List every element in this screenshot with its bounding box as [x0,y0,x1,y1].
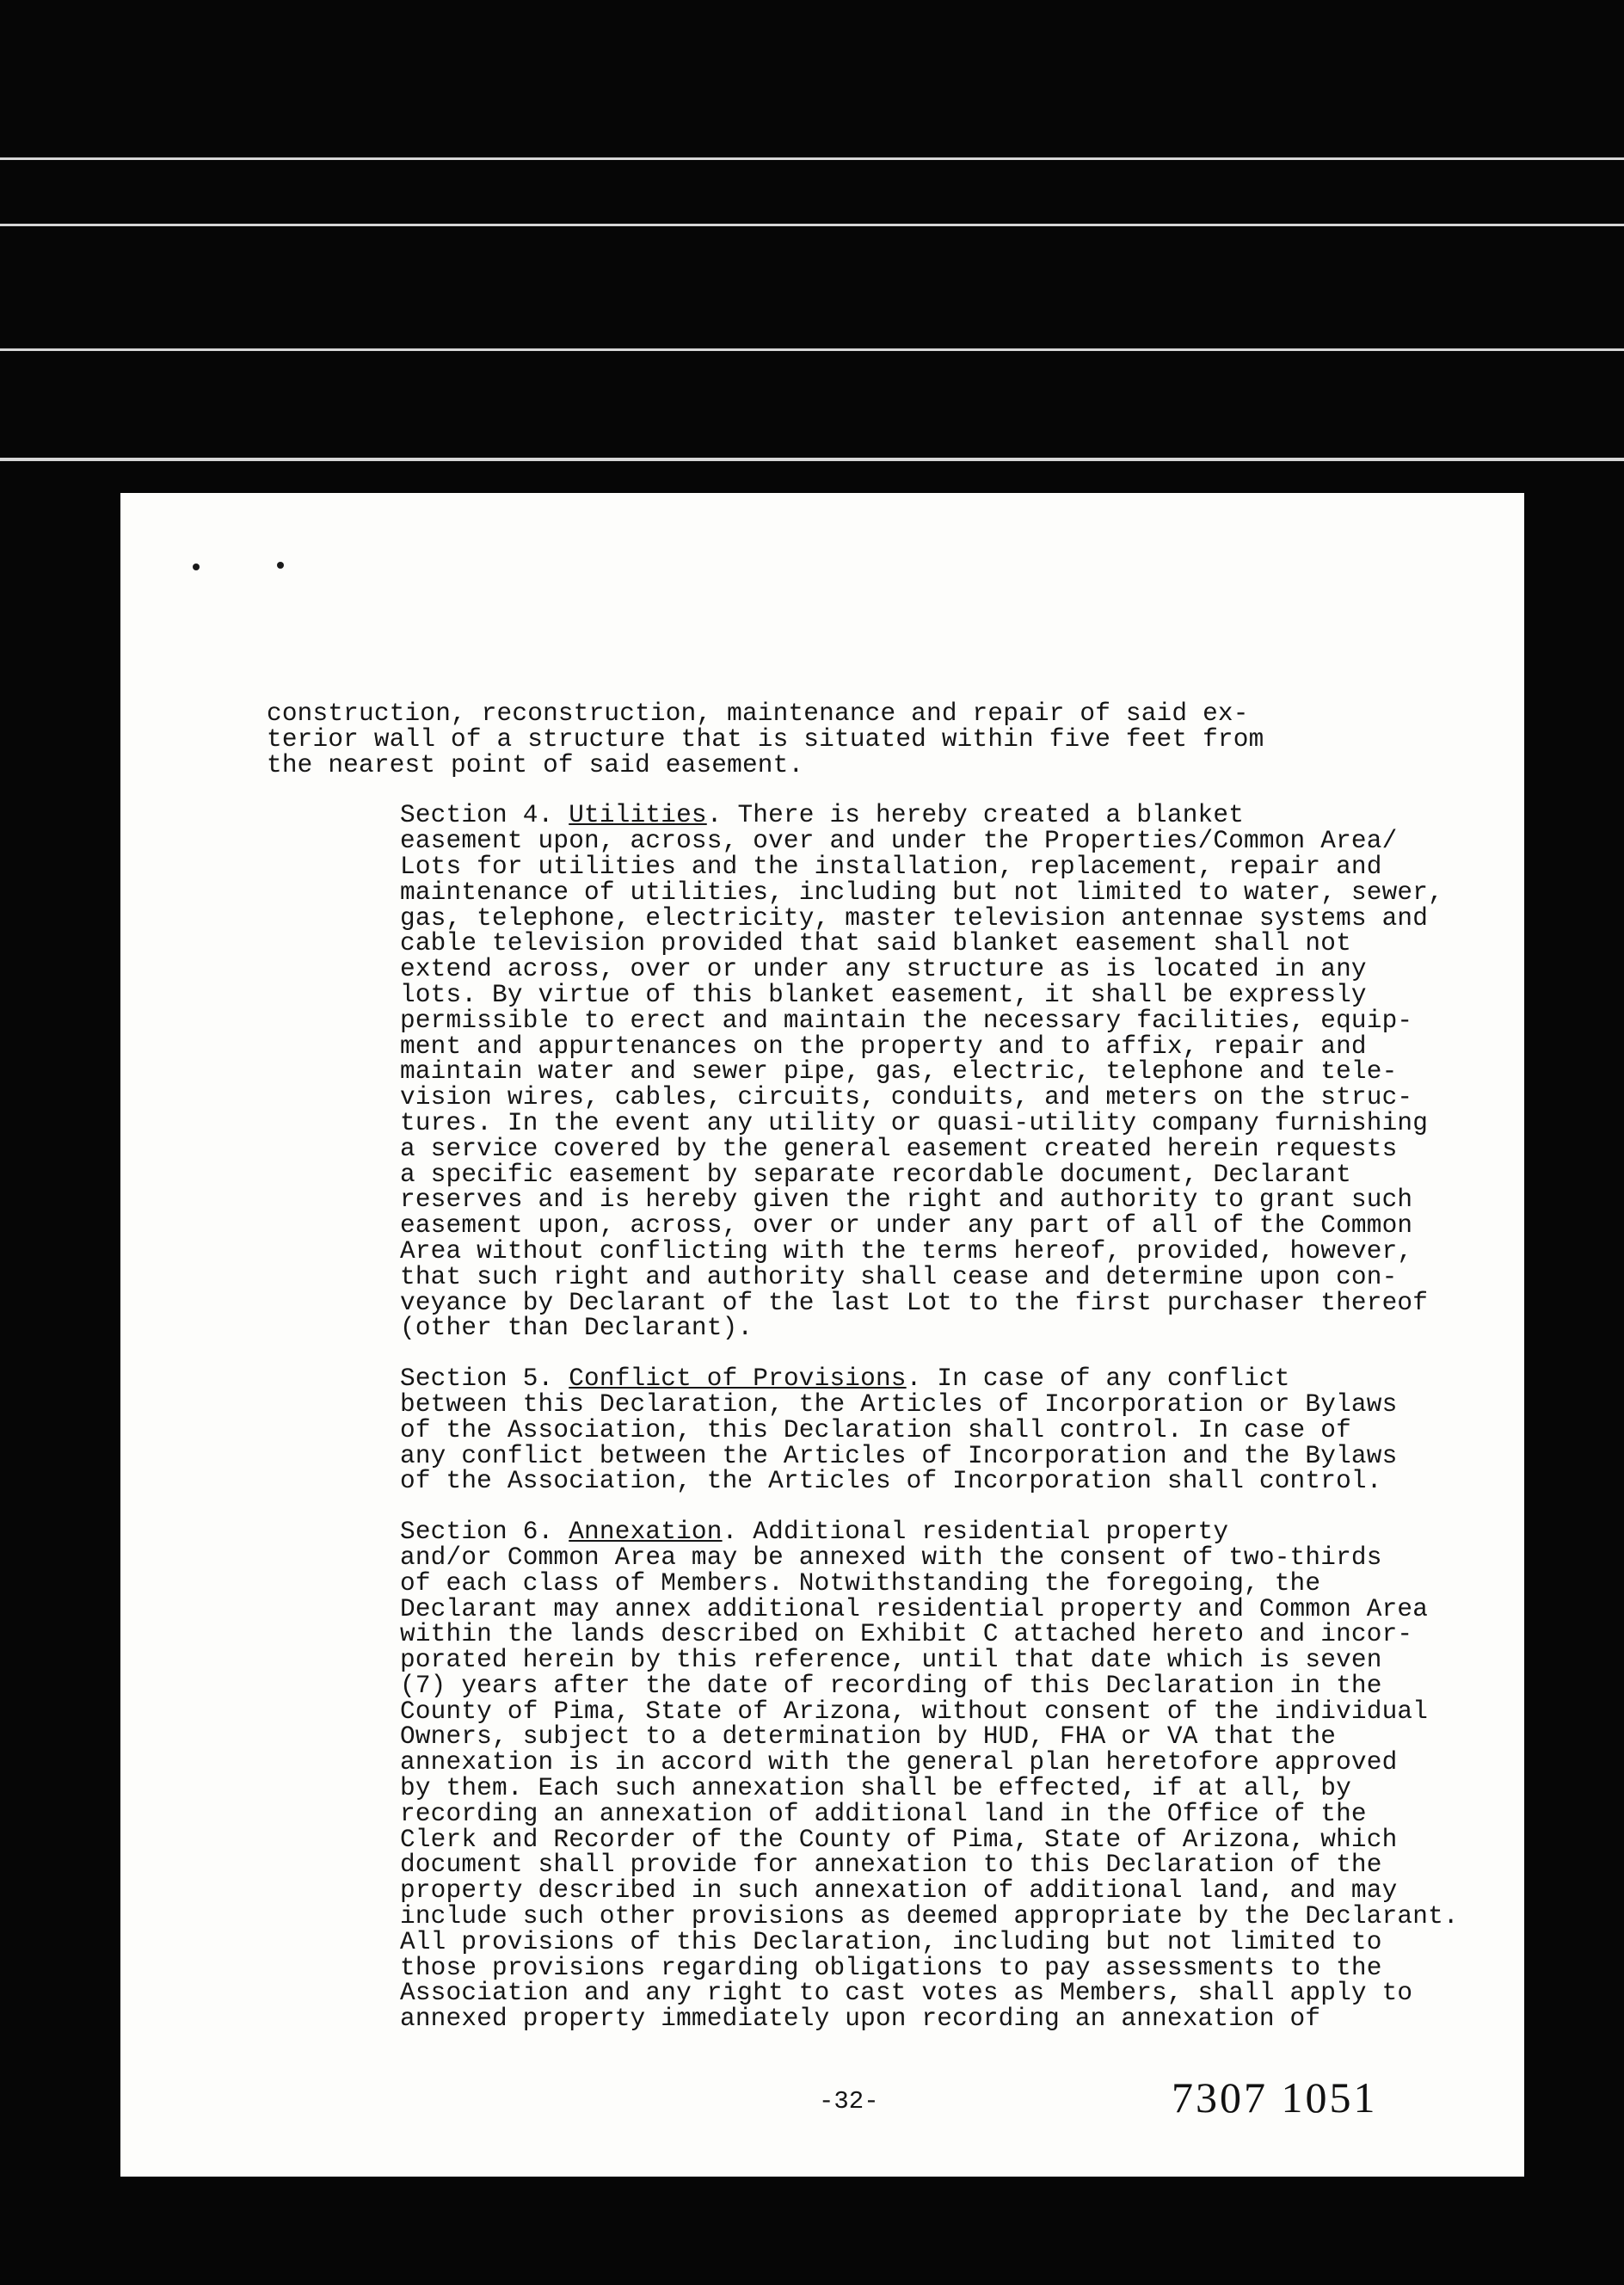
section-6-text: . Additional residential property and/or Common Area may be annexed with the consent of two-thirds of each class of Members. Notwithstanding the foregoing, the Declarant may annex additional residential property and Common Area within the lands described on Exhibit C attached hereto and incor- porated herein by this reference, until that date which is seven (7) years after the date of recording of this Declaration in the County of Pima, State of Arizona, without consent of the individual Owners, subject to a determination by HUD, FHA or VA that the annexation is in accord with the general plan heretofore approved by them. Each such annexation shall be effected, if at all, by recording an annexation of additional land in the Office of the Clerk and Recorder of the County of Pima, State of Arizona, which document shall provide for annexation to this Declaration of the property described in such annexation of additional land, and may include such other provisions as deemed appropriate by the Declarant. All provisions of this Declaration, including but not limited to those provisions regarding obligations to pay assessments to the Association and any right to cast votes as Members, shall apply to annexed property immediately upon recording an annexation of [400,1518,1459,2034]
section-5-heading: Conflict of Provisions [569,1364,907,1394]
document-body [267,701,1471,2032]
recording-number: 7307 1051 [1172,2073,1378,2122]
section-4-text: . There is hereby created a blanket easement upon, across, over and under the Properties/Common Area/ Lots for utilities and the installation, replacement, repair and maintenance of utilities, including but not limited to water, sewer, gas, telephone, electricity, master television antennae systems and cable television provided that said blanket easement shall not extend across, over or under any structure as is located in any lots. By virtue of this blanket easement, it shall be expressly permissible to erect and maintain the necessary facilities, equip- ment and appurtenances on the property and to affix, repair and maintain water and sewer pipe, gas, electric, telephone and tele- vision wires, cables, circuits, conduits, and meters on the struc- tures. In the event any utility or quasi-utility company furnishing a service covered by the general easement created herein requests a specific easement by separate recordable document, Declarant reserves and is hereby given the right and authority to grant such easement upon, across, over or under any part of all of the Common Area without conflicting with the terms hereof, provided, however, that such right and authority shall cease and determine upon con- veyance by Declarant of the last Lot to the first purchaser thereof (other than Declarant). [400,801,1443,1343]
scan-line-page-edge [0,458,1624,461]
scan-line-lower [0,348,1624,351]
scan-line-middle [0,224,1624,226]
section-6-label: Section 6. [400,1518,554,1547]
scan-line-top [0,157,1624,160]
section-6-heading: Annexation [569,1518,723,1547]
section-5-label: Section 5. [400,1364,554,1394]
scan-speck [193,564,200,570]
scan-speck [277,562,284,569]
section-4-label: Section 4. [400,801,554,830]
section-5-paragraph [267,1366,1471,1494]
section-4-paragraph [267,803,1471,1341]
section-4-heading: Utilities [569,801,707,830]
document-page [120,493,1524,2177]
intro-paragraph: construction, reconstruction, maintenance and repair of said ex- terior wall of a structure that is situated within five feet from the nearest point of said easement. [267,699,1264,779]
section-5-text: . In case of any conflict between this Declaration, the Articles of Incorporation or Bylaws of the Association, this Declaration shall control. In case of any conflict between the Articles of Incorporation and the Bylaws of the Association, the Articles of Incorporation shall control. [400,1364,1398,1496]
page-number: -32- [819,2087,879,2116]
section-6-paragraph [267,1519,1471,2032]
